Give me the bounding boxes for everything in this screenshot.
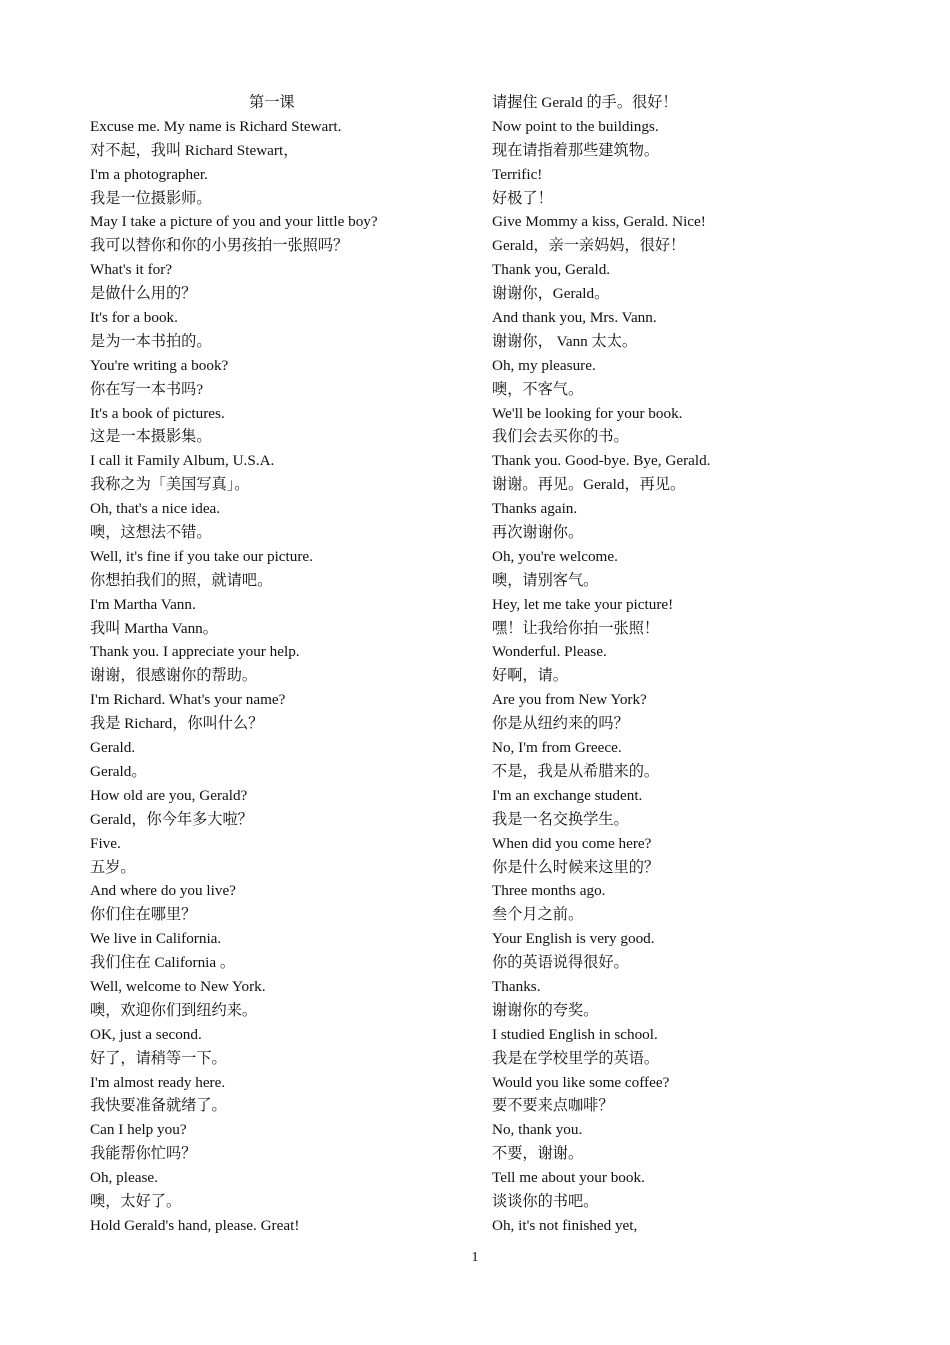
- dialogue-line: We'll be looking for your book.: [492, 404, 683, 422]
- dialogue-line: We live in California.: [90, 930, 222, 948]
- dialogue-line: Gerald。: [90, 762, 147, 780]
- dialogue-line: 谈谈你的书吧。: [492, 1192, 599, 1210]
- dialogue-line: 我是一位摄影师。: [90, 189, 212, 207]
- dialogue-line: 请握住 Gerald 的手。很好！: [492, 94, 678, 111]
- dialogue-line: 是做什么用的？: [90, 285, 197, 303]
- dialogue-line: 你的英语说得很好。: [492, 954, 629, 972]
- dialogue-line: I'm almost ready here.: [90, 1073, 226, 1091]
- dialogue-line: Well, welcome to New York.: [90, 977, 266, 995]
- dialogue-line: 好极了！: [492, 189, 553, 207]
- dialogue-line: Are you from New York?: [492, 691, 647, 709]
- dialogue-line: 嘿！让我给你拍一张照！: [492, 619, 660, 637]
- dialogue-line: Can I help you?: [90, 1121, 187, 1139]
- dialogue-line: Thank you, Gerald.: [492, 261, 611, 279]
- dialogue-line: 不是，我是从希腊来的。: [492, 762, 660, 780]
- dialogue-line: 我是一名交换学生。: [492, 810, 629, 828]
- left-column: [90, 91, 470, 1238]
- dialogue-line: Oh, please.: [90, 1169, 158, 1187]
- dialogue-line: 你是从纽约来的吗？: [492, 715, 629, 733]
- dialogue-line: I call it Family Album, U.S.A.: [90, 452, 275, 470]
- dialogue-line: 谢谢你的夸奖。: [492, 1001, 599, 1019]
- dialogue-line: OK, just a second.: [90, 1025, 202, 1043]
- dialogue-line: 你在写一本书吗?: [90, 380, 204, 398]
- dialogue-line: 你想拍我们的照，就请吧。: [90, 571, 273, 589]
- dialogue-line: 噢，欢迎你们到纽约来。: [90, 1001, 258, 1019]
- dialogue-line: When did you come here?: [492, 834, 652, 852]
- dialogue-line: 不要，谢谢。: [492, 1145, 584, 1163]
- dialogue-line: 你是什么时候来这里的？: [492, 858, 660, 876]
- dialogue-line: Your English is very good.: [492, 930, 655, 948]
- dialogue-line: Hold Gerald's hand, please. Great!: [90, 1216, 300, 1234]
- dialogue-line: Gerald，你今年多大啦？: [90, 810, 253, 828]
- dialogue-line: It's a book of pictures.: [90, 404, 225, 422]
- dialogue-line: 我快要准备就绪了。: [90, 1097, 227, 1115]
- dialogue-line: 我们会去买你的书。: [492, 428, 629, 446]
- page-number: 1: [471, 1250, 479, 1265]
- dialogue-line: 谢谢你， Vann 太太。: [492, 332, 638, 350]
- dialogue-line: 谢谢。再见。Gerald，再见。: [492, 476, 686, 494]
- dialogue-line: 噢，不客气。: [492, 380, 584, 398]
- dialogue-line: 叁个月之前。: [492, 906, 584, 924]
- dialogue-line: Five.: [90, 834, 121, 852]
- dialogue-line: Thanks again.: [492, 500, 578, 518]
- dialogue-line: I studied English in school.: [492, 1025, 658, 1043]
- dialogue-line: May I take a picture of you and your little boy?: [90, 213, 378, 231]
- dialogue-line: It's for a book.: [90, 309, 178, 327]
- dialogue-line: Thank you. Good-bye. Bye, Gerald.: [492, 452, 711, 470]
- dialogue-line: You're writing a book?: [90, 356, 229, 374]
- dialogue-line: 要不要来点咖啡？: [492, 1097, 614, 1115]
- lesson-title: 第一课: [249, 94, 295, 111]
- dialogue-line: 我是在学校里学的英语。: [492, 1049, 660, 1067]
- dialogue-line: 噢，请别客气。: [492, 571, 599, 589]
- dialogue-line: 对不起，我叫 Richard Stewart，: [90, 141, 299, 159]
- dialogue-line: 是为一本书拍的。: [90, 332, 212, 350]
- dialogue-line: Gerald，亲一亲妈妈，很好！: [492, 237, 686, 255]
- dialogue-line: And thank you, Mrs. Vann.: [492, 309, 657, 327]
- dialogue-line: 好啊，请。: [492, 667, 568, 685]
- dialogue-line: Well, it's fine if you take our picture.: [90, 547, 313, 565]
- dialogue-line: I'm a photographer.: [90, 165, 208, 183]
- dialogue-line: Oh, that's a nice idea.: [90, 500, 221, 518]
- dialogue-line: Oh, it's not finished yet,: [492, 1216, 638, 1234]
- dialogue-line: 你们住在哪里？: [90, 906, 197, 924]
- dialogue-line: Wonderful. Please.: [492, 643, 607, 661]
- dialogue-line: And where do you live?: [90, 882, 236, 900]
- dialogue-line: 我称之为「美国写真」。: [90, 476, 250, 494]
- dialogue-line: 谢谢，很感谢你的帮助。: [90, 667, 258, 685]
- dialogue-line: Three months ago.: [492, 882, 606, 900]
- dialogue-line: Thanks.: [492, 977, 541, 995]
- dialogue-line: 噢，太好了。: [90, 1192, 182, 1210]
- dialogue-line: Tell me about your book.: [492, 1169, 645, 1187]
- dialogue-line: 五岁。: [90, 858, 136, 876]
- dialogue-line: 噢，这想法不错。: [90, 524, 212, 542]
- dialogue-line: Gerald.: [90, 739, 136, 757]
- dialogue-line: 我是 Richard，你叫什么？: [90, 715, 264, 733]
- dialogue-line: 好了，请稍等一下。: [90, 1049, 227, 1067]
- dialogue-line: How old are you, Gerald?: [90, 786, 248, 804]
- dialogue-line: 现在请指着那些建筑物。: [492, 141, 660, 159]
- dialogue-line: I'm Richard. What's your name?: [90, 691, 286, 709]
- dialogue-line: 我能帮你忙吗？: [90, 1145, 197, 1163]
- right-column: [492, 91, 872, 1238]
- dialogue-line: Oh, my pleasure.: [492, 356, 596, 374]
- dialogue-line: Excuse me. My name is Richard Stewart.: [90, 117, 342, 135]
- dialogue-line: No, thank you.: [492, 1121, 583, 1139]
- dialogue-line: No, I'm from Greece.: [492, 739, 622, 757]
- dialogue-line: Thank you. I appreciate your help.: [90, 643, 300, 661]
- dialogue-line: Give Mommy a kiss, Gerald. Nice!: [492, 213, 706, 231]
- dialogue-line: Oh, you're welcome.: [492, 547, 618, 565]
- dialogue-line: 这是一本摄影集。: [90, 428, 212, 446]
- dialogue-line: 我们住在 California 。: [90, 954, 236, 972]
- dialogue-line: Hey, let me take your picture!: [492, 595, 674, 613]
- dialogue-line: Now point to the buildings.: [492, 117, 659, 135]
- dialogue-line: I'm Martha Vann.: [90, 595, 196, 613]
- dialogue-line: What's it for?: [90, 261, 173, 279]
- dialogue-line: 谢谢你，Gerald。: [492, 285, 610, 303]
- dialogue-line: 再次谢谢你。: [492, 524, 584, 542]
- dialogue-line: 我可以替你和你的小男孩拍一张照吗？: [90, 237, 349, 255]
- dialogue-line: I'm an exchange student.: [492, 786, 643, 804]
- dialogue-line: 我叫 Martha Vann。: [90, 619, 218, 637]
- dialogue-line: Would you like some coffee?: [492, 1073, 670, 1091]
- dialogue-line: Terrific!: [492, 165, 543, 183]
